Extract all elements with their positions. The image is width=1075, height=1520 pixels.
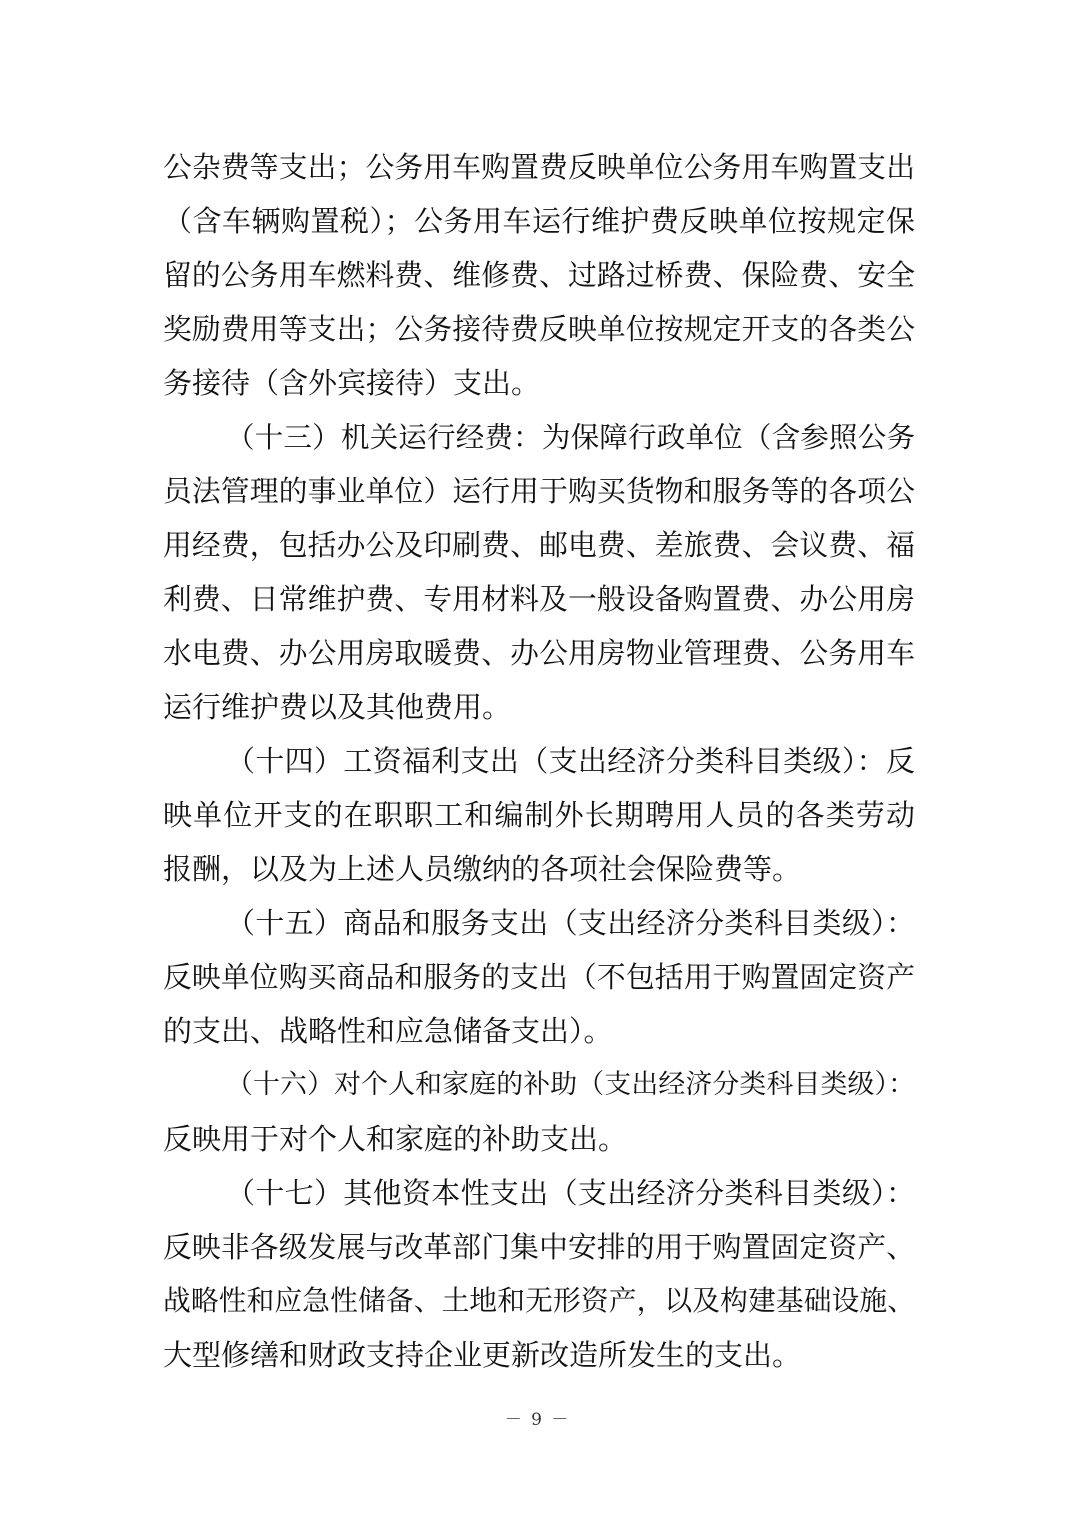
text-line: （含车辆购置税）；公务用车运行维护费反映单位按规定保: [163, 204, 915, 238]
text-line: 战略性和应急性储备、土地和无形资产，以及构建基础设施、: [163, 1284, 915, 1317]
text-line: 利费、日常维护费、专用材料及一般设备购置费、办公用房: [163, 582, 915, 616]
text-line: 的支出、战略性和应急储备支出）。: [163, 1014, 613, 1048]
paragraph-16-household-subsidies: [163, 1058, 915, 1166]
text-line: 留的公务用车燃料费、维修费、过路过桥费、保险费、安全: [163, 258, 915, 292]
text-line: 运行维护费以及其他费用。: [163, 690, 512, 724]
text-line: 公杂费等支出；公务用车购置费反映单位公务用车购置支出: [163, 150, 915, 184]
paragraph-17-other-capital-expenditure: [163, 1166, 915, 1382]
text-line: 奖励费用等支出；公务接待费反映单位按规定开支的各类公: [163, 312, 915, 346]
paragraph-15-goods-services: [163, 896, 915, 1058]
text-line: （十四）工资福利支出（支出经济分类科目类级）：反: [226, 744, 915, 778]
text-line: （十七）其他资本性支出（支出经济分类科目类级）：: [226, 1176, 915, 1210]
text-line: 务接待（含外宾接待）支出。: [163, 366, 541, 400]
text-line: 用经费，包括办公及印刷费、邮电费、差旅费、会议费、福: [163, 528, 915, 562]
text-line: （十五）商品和服务支出（支出经济分类科目类级）：: [226, 906, 915, 940]
text-line: 水电费、办公用房取暖费、办公用房物业管理费、公务用车: [163, 636, 915, 670]
page-number: － 9 －: [504, 1410, 571, 1430]
text-line: 报酬，以及为上述人员缴纳的各项社会保险费等。: [163, 852, 802, 886]
text-line: （十三）机关运行经费：为保障行政单位（含参照公务: [226, 420, 915, 454]
paragraph-official-expense-continuation: [163, 140, 915, 410]
text-line: （十六）对个人和家庭的补助（支出经济分类科目类级）：: [226, 1069, 915, 1100]
text-line: 员法管理的事业单位）运行用于购买货物和服务等的各项公: [163, 474, 915, 508]
paragraph-14-wages-welfare: [163, 734, 915, 896]
text-line: 映单位开支的在职职工和编制外长期聘用人员的各类劳动: [163, 798, 915, 832]
document-body: [163, 140, 915, 1382]
text-line: 反映单位购买商品和服务的支出（不包括用于购置固定资产: [163, 960, 915, 994]
paragraph-13-agency-operating-funds: [163, 410, 915, 734]
text-line: 反映非各级发展与改革部门集中安排的用于购置固定资产、: [163, 1230, 915, 1264]
text-line: 反映用于对个人和家庭的补助支出。: [163, 1122, 628, 1156]
text-line: 大型修缮和财政支持企业更新改造所发生的支出。: [163, 1338, 802, 1372]
